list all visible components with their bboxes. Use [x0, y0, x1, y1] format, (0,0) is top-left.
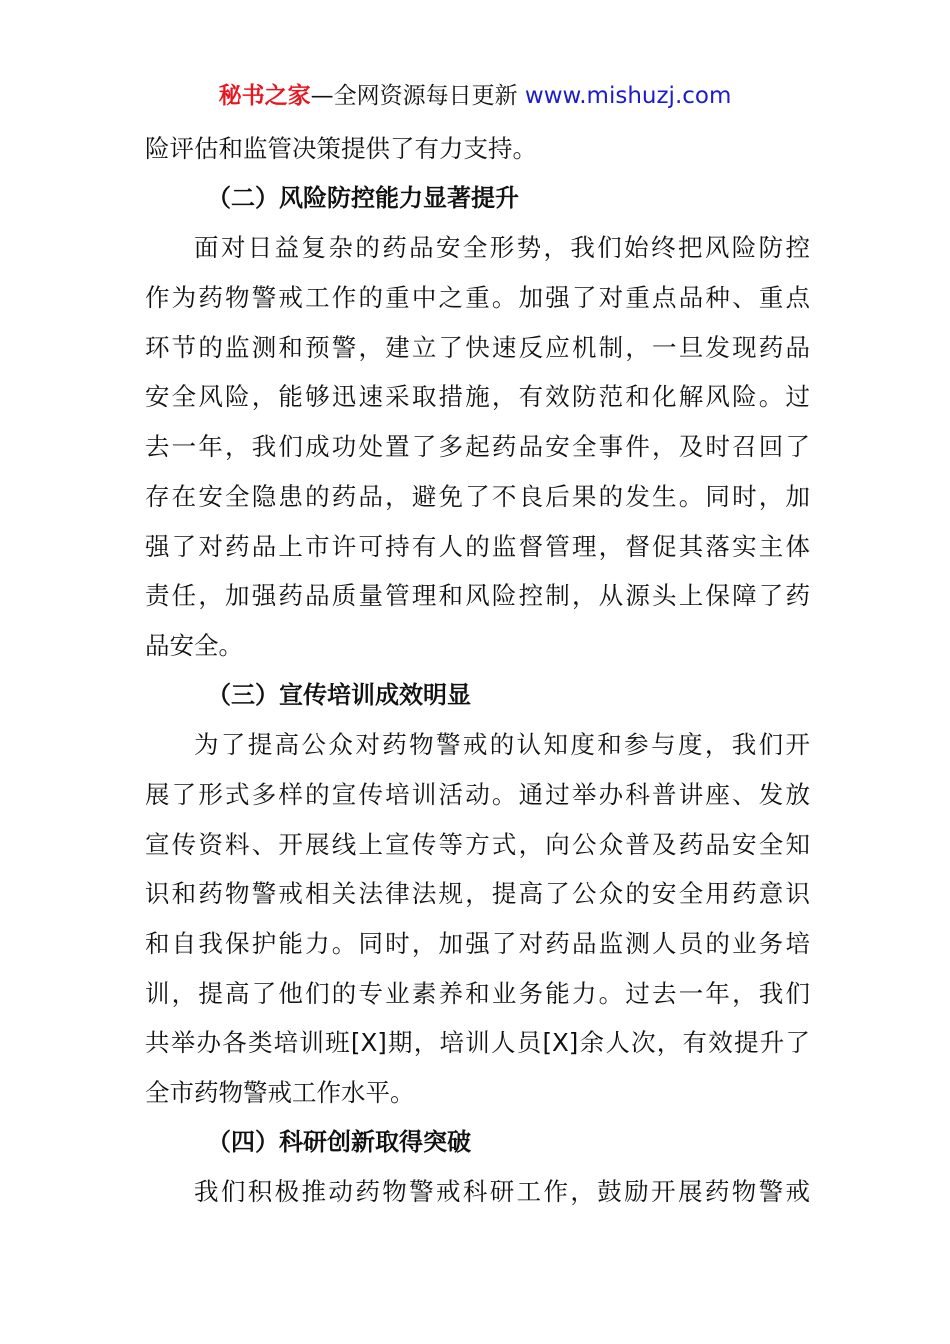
site-brand: 秘书之家 [218, 83, 311, 109]
site-url[interactable]: www.mishuzj.com [524, 83, 732, 109]
paragraph-line: 强了对药品上市许可持有人的监督管理，督促其落实主体 [145, 531, 810, 561]
paragraph-line: 展了形式多样的宣传培训活动。通过举办科普讲座、发放 [145, 779, 810, 809]
paragraph-line: 识和药物警戒相关法律法规，提高了公众的安全用药意识 [145, 879, 810, 909]
site-header [0, 78, 950, 114]
paragraph-line: 安全风险，能够迅速采取措施，有效防范和化解风险。过 [145, 382, 810, 412]
paragraph-line: 全市药物警戒工作水平。 [145, 1078, 415, 1108]
paragraph-line: 品安全。 [145, 630, 243, 660]
paragraph-line: 作为药物警戒工作的重中之重。加强了对重点品种、重点 [145, 283, 810, 313]
document-body [145, 124, 810, 1217]
paragraph-line: 宣传资料、开展线上宣传等方式，向公众普及药品安全知 [145, 829, 810, 859]
paragraph-line: 面对日益复杂的药品安全形势，我们始终把风险防控 [194, 233, 810, 263]
paragraph-line: 责任，加强药品质量管理和风险控制，从源头上保障了药 [145, 581, 810, 611]
paragraph-line: 为了提高公众对药物警戒的认知度和参与度，我们开 [194, 730, 810, 760]
paragraph-line: 环节的监测和预警，建立了快速反应机制，一旦发现药品 [145, 332, 810, 362]
paragraph-line: 险评估和监管决策提供了有力支持。 [145, 134, 537, 163]
section-heading-3: （三）宣传培训成效明显 [207, 680, 471, 709]
paragraph-line: 去一年，我们成功处置了多起药品安全事件，及时召回了 [145, 432, 810, 462]
site-slogan: —全网资源每日更新 [310, 83, 525, 109]
paragraph-line: 和自我保护能力。同时，加强了对药品监测人员的业务培 [145, 929, 810, 958]
paragraph-line: 共举办各类培训班[X]期，培训人员[X]余人次，有效提升了 [145, 1028, 810, 1058]
paragraph-line: 训，提高了他们的专业素养和业务能力。过去一年，我们 [145, 978, 810, 1008]
section-heading-4: （四）科研创新取得突破 [207, 1127, 471, 1156]
section-heading-2: （二）风险防控能力显著提升 [207, 183, 519, 212]
paragraph-line: 我们积极推动药物警戒科研工作，鼓励开展药物警戒 [194, 1177, 810, 1207]
paragraph-line: 存在安全隐患的药品，避免了不良后果的发生。同时，加 [145, 481, 810, 511]
